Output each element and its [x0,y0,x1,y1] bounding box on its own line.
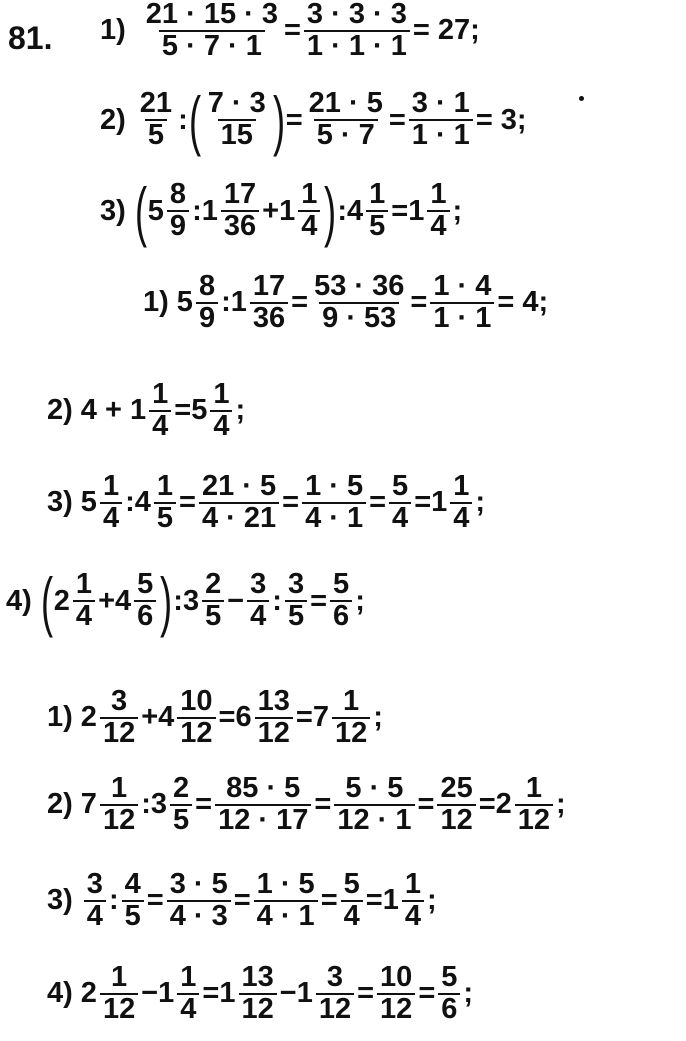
fraction: $\frac{3 \cdot 3 \cdot 3}{1 \cdot 1 \cdot 1}$ [304,0,410,61]
part-3-step-1: 1) 5 $\frac{8}{9}$ : 1 $\frac{17}{36}$ = $\frac{53 \cdot 36}{9 \cdot 53}$ = $\frac{1 \cdot 4}{1 \cdot 1}$ = 4; [143,270,549,334]
fraction: $\frac{21}{5}$ [139,87,173,151]
mixed-number: 1 $\frac{1}{4}$ [158,963,202,1024]
result: = 27; [412,14,480,47]
step-label: 1) [143,286,169,319]
fraction: $\frac{21 \cdot 5}{5 \cdot 7}$ [308,87,383,151]
fraction: $\frac{5}{4}$ [341,870,363,931]
problem-number: 81. [8,20,53,56]
mixed-number: 5 $\frac{1}{4}$ [81,472,125,533]
fraction: $\frac{7 \cdot 3}{15}$ [207,87,266,151]
mixed-number: 1 $\frac{13}{12}$ [219,963,279,1024]
mixed-number: 2 $\frac{1}{12}$ [81,963,141,1024]
fraction: $\frac{3 \cdot 5}{4 \cdot 3}$ [167,870,231,931]
mixed-number: 1 $\frac{3}{12}$ [297,963,357,1024]
mixed-number: 3 $\frac{2}{5}$ [151,774,195,835]
step-label: 1) [47,701,73,734]
fraction: $\frac{1 \cdot 5}{4 \cdot 1}$ [302,472,366,533]
mixed-number: 1 $\frac{1}{4}$ [431,472,475,533]
mixed-number: 7 $\frac{1}{12}$ [81,774,141,835]
fraction: $\frac{21 \cdot 15 \cdot 3}{5 \cdot 7 \cdot 1}$ [145,0,278,62]
part-3-step-2: 2) 4 + 1 $\frac{1}{4}$ = 5 $\frac{1}{4}$ ; [47,378,246,442]
mixed-number: 1 $\frac{1}{4}$ [383,870,427,931]
mixed-number: 1 $\frac{17}{36}$ [231,272,291,333]
step-label: 3) [47,486,73,519]
part-3-label: 3) [100,194,126,227]
fraction: $\frac{3 \cdot 1}{1 \cdot 1}$ [409,89,473,150]
mixed-number: 3 $\frac{2}{5}$ [183,570,227,631]
mixed-number: 2 $\frac{1}{12}$ [496,774,556,835]
part-4-step-3: 3) $\frac{3}{4}$ : $\frac{4}{5}$ = $\frac{3 \cdot 5}{4 \cdot 3}$ = $\frac{1 \cdot 5}{4 \cdot 1}$ = $\frac{5}{4}$ = 1 $\frac{1}{4}$ ; [47,868,437,932]
result: = 4; [497,286,549,319]
mixed-number: 4 $\frac{1}{5}$ [347,180,391,241]
part-2-label: 2) [100,103,126,136]
part-4-step-2: 2) 7 $\frac{1}{12}$ : 3 $\frac{2}{5}$ = $\frac{85 \cdot 5}{12 \cdot 17}$ = $\frac{5 \cdot 5}{12 \cdot 1}$ = $\frac{25}{12}$ = 2 $\frac{1}{12}$ ; [47,772,566,836]
mixed-number: 5 $\frac{1}{4}$ [191,380,235,441]
result: = 3; [475,103,527,136]
mixed-number: 5 $\frac{8}{9}$ [148,180,192,241]
part-1-label: 1) [100,14,126,47]
part-2: 2) $\frac{21}{5}$ : ( $\frac{7 \cdot 3}{15}$ ) = $\frac{21 \cdot 5}{5 \cdot 7}$ = $\frac{3 \cdot 1}{1 \cdot 1}$ = 3; [100,83,527,157]
step-label: 2) [47,394,73,427]
fraction: $\frac{1}{4}$ [149,380,171,441]
step-label: 4) [47,977,73,1010]
fraction: $\frac{1 \cdot 5}{4 \cdot 1}$ [254,870,318,931]
mixed-number: 1 $\frac{1}{4}$ [279,180,323,241]
fraction: $\frac{4}{5}$ [122,870,144,931]
step-label: 2) [47,788,73,821]
part-1: 1) $\frac{21 \cdot 15 \cdot 3}{5 \cdot 7 \cdot 1}$ = $\frac{3 \cdot 3 \cdot 3}{1 \cdot 1 \cdot 1}$ = 27; [100,0,480,62]
expression: 4 + 1 [80,394,147,427]
fraction: $\frac{5}{6}$ [330,570,352,631]
fraction: $\frac{5}{6}$ [438,963,460,1024]
mixed-number: 7 $\frac{1}{12}$ [313,687,373,748]
step-label: 3) [47,884,73,917]
fraction: $\frac{10}{12}$ [377,963,415,1024]
fraction: $\frac{21 \cdot 5}{4 \cdot 21}$ [199,472,279,533]
mixed-number: 1 $\frac{17}{36}$ [202,180,262,241]
fraction: $\frac{3}{4}$ [84,870,106,931]
fraction: $\frac{5 \cdot 5}{12 \cdot 1}$ [334,774,414,835]
mixed-number: 1 $\frac{1}{4}$ [408,180,452,241]
fraction: $\frac{25}{12}$ [437,774,475,835]
mixed-number: 2 $\frac{3}{12}$ [81,687,141,748]
part-4-step-1: 1) 2 $\frac{3}{12}$ + 4 $\frac{10}{12}$ = 6 $\frac{13}{12}$ = 7 $\frac{1}{12}$ ; [47,685,383,749]
ink-dot [579,96,584,101]
mixed-number: 5 $\frac{8}{9}$ [177,272,221,333]
part-4-step-4: 4) 2 $\frac{1}{12}$ − 1 $\frac{1}{4}$ = 1 $\frac{13}{12}$ − 1 $\frac{3}{12}$ = $\frac{10}{12}$ = $\frac{5}{6}$ ; [47,961,474,1025]
fraction: $\frac{1 \cdot 4}{1 \cdot 1}$ [430,272,494,333]
mixed-number: 4 $\frac{10}{12}$ [158,687,218,748]
part-3: 3) ( 5 $\frac{8}{9}$ : 1 $\frac{17}{36}$ + 1 $\frac{1}{4}$ ) : 4 $\frac{1}{5}$ = 1 $\frac{1}{4}$ ; [100,174,463,248]
mixed-number: 6 $\frac{13}{12}$ [235,687,295,748]
fraction: $\frac{85 \cdot 5}{12 \cdot 17}$ [215,774,311,835]
fraction: $\frac{3}{4}$ [247,570,269,631]
mixed-number: 4 $\frac{5}{6}$ [115,570,159,631]
fraction: $\frac{53 \cdot 36}{9 \cdot 53}$ [314,270,405,334]
fraction: $\frac{5}{4}$ [389,472,411,533]
mixed-number: 4 $\frac{1}{5}$ [135,472,179,533]
part-4-label: 4) [6,584,32,617]
part-4: 4) ( 2 $\frac{1}{4}$ + 4 $\frac{5}{6}$ ) : 3 $\frac{2}{5}$ − $\frac{3}{4}$ : $\frac{3}{5}$ = $\frac{5}{6}$ ; [6,564,365,638]
part-3-step-3: 3) 5 $\frac{1}{4}$ : 4 $\frac{1}{5}$ = $\frac{21 \cdot 5}{4 \cdot 21}$ = $\frac{1 \cdot 5}{4 \cdot 1}$ = $\frac{5}{4}$ = 1 $\frac{1}{4}$ ; [47,470,486,534]
mixed-number: 2 $\frac{1}{4}$ [54,570,98,631]
fraction: $\frac{3}{5}$ [285,570,307,631]
problem-number-row [8,20,52,57]
